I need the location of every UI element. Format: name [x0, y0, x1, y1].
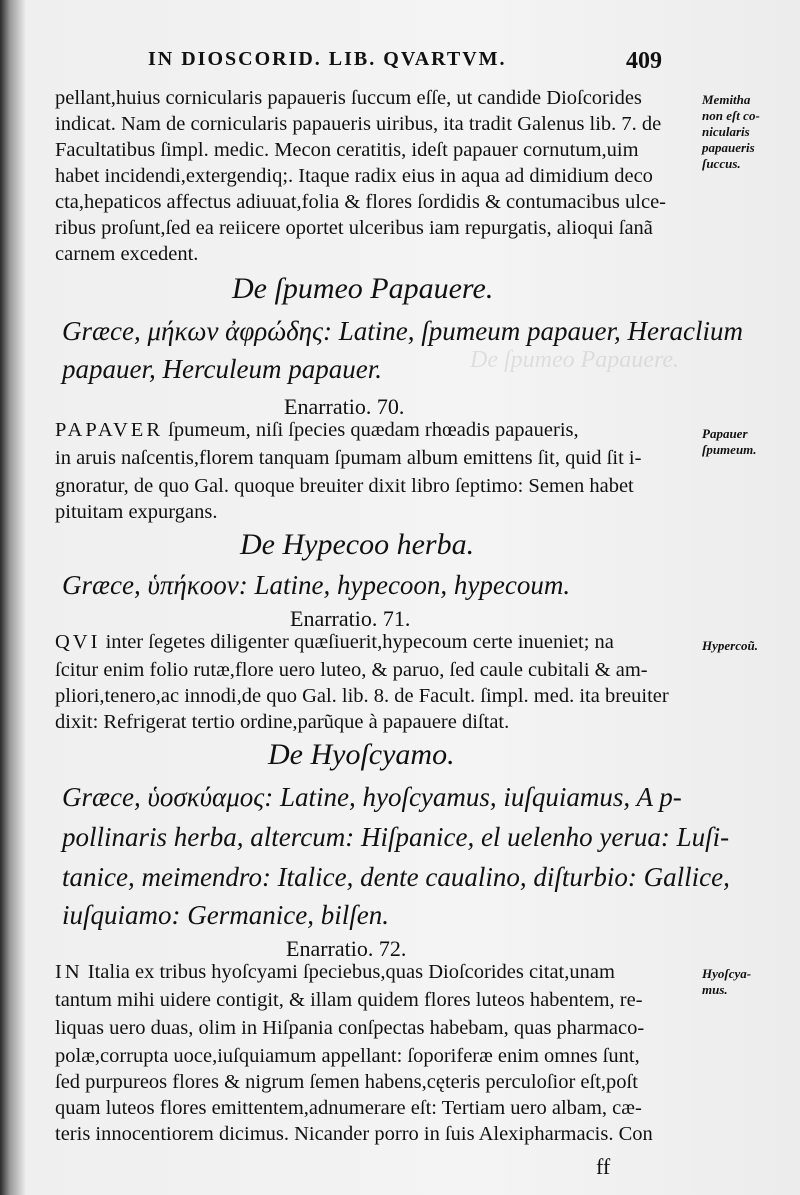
- names-line: tanice, meimendro: Italice, dente caualino, diſturbio: Gallice,: [62, 862, 730, 892]
- margin-note-line: Papauer: [702, 426, 748, 441]
- names-line: Græce, ὑοσκύαμος: Latine, hyoſcyamus, iuſquiamus, A p-: [62, 782, 682, 812]
- text-line: cta,hepaticos affectus adiuuat,folia & flores ſordidis & contumacibus ulce-: [55, 191, 667, 213]
- section-heading: De Hyoſcyamo.: [268, 738, 455, 771]
- names-line: pollinaris herba, altercum: Hiſpanice, el uelenho yerua: Luſi-: [62, 822, 730, 852]
- text-line: pellant,huius cornicularis papaueris ſuccum eſſe, ut candide Dioſcorides: [55, 87, 642, 109]
- text-line: pliori,tenero,ac innodi,de quo Gal. lib. 8. de Facult. ſimpl. med. ita breuiter: [55, 685, 669, 707]
- initial-word: IN: [55, 961, 83, 983]
- page-number: 409: [626, 48, 662, 74]
- text-line: Facultatibus ſimpl. medic. Mecon ceratitis, ideſt papauer cornutum,uim: [55, 139, 639, 161]
- line-rest: inter ſegetes diligenter quæſiuerit,hypecoum certe inueniet; na: [100, 631, 614, 653]
- margin-note-line: Hyoſcya-: [702, 966, 752, 981]
- margin-note-line: nicularis: [702, 124, 750, 139]
- initial-word: QVI: [55, 631, 101, 653]
- section-heading: De Hypecoo herba.: [240, 528, 475, 561]
- text-line: tantum mihi uidere contigit, & illam quidem flores luteos habentem, re-: [55, 989, 643, 1011]
- line-rest: Italia ex tribus hyoſcyami ſpeciebus,quas Dioſcorides citat,unam: [82, 961, 615, 983]
- margin-note: [702, 426, 792, 458]
- initial-word: PAPAVER: [55, 419, 164, 441]
- names-line: iuſquiamo: Germanice, bilſen.: [62, 900, 389, 930]
- enarratio-heading: Enarratio. 72.: [286, 936, 407, 961]
- text-line: habet incidendi,extergendiq;. Itaque radix eius in aqua ad dimidium deco: [55, 165, 653, 187]
- section-heading: De ſpumeo Papauere.: [232, 272, 494, 305]
- margin-note-line: Hypercoũ.: [702, 638, 758, 653]
- margin-note-line: mus.: [702, 982, 728, 997]
- names-line: papauer, Herculeum papauer.: [62, 354, 382, 384]
- text-line: in aruis naſcentis,florem tanquam ſpumam album emittens ſit, quid ſit i-: [55, 447, 642, 469]
- text-line: liquas uero duas, olim in Hiſpania conſpectas habebam, quas pharmaco-: [55, 1017, 645, 1039]
- text-line: dixit: Refrigerat tertio ordine,parũque à papauere diſtat.: [55, 711, 510, 733]
- text-line: pituitam expurgans.: [55, 501, 218, 523]
- text-line: [55, 632, 614, 653]
- margin-note-line: ſpumeum.: [702, 442, 757, 457]
- line-rest: ſpumeum, niſi ſpecies quædam rhœadis papaueris,: [163, 419, 579, 441]
- text-line: [55, 962, 615, 983]
- names-line: Græce, ὑπήκοον: Latine, hypecoon, hypecoum.: [62, 570, 571, 600]
- text-line: [55, 420, 579, 441]
- margin-note-line: ſuccus.: [702, 156, 741, 171]
- text-line: polæ,corrupta uoce,iuſquiamum appellant: ſoporiferæ enim omnes ſunt,: [55, 1045, 640, 1067]
- margin-note: [702, 966, 792, 998]
- margin-note: [702, 92, 792, 172]
- margin-note-line: non eſt co-: [702, 108, 760, 123]
- enarratio-heading: Enarratio. 71.: [290, 606, 411, 631]
- running-header: IN DIOSCORID. LIB. QVARTVM.: [148, 48, 507, 70]
- names-line: Græce, μήκων ἀφρώδης: Latine, ſpumeum papauer, Heraclium: [62, 316, 743, 346]
- text-line: carnem excedent.: [55, 243, 199, 265]
- text-line: teris innocentiorem dicimus. Nicander porro in ſuis Alexipharmacis. Con: [55, 1123, 653, 1145]
- margin-note-line: Memitha: [702, 92, 751, 107]
- text-line: ribus proſunt,ſed ea reiicere oportet ulceribus iam repurgatis, alioqui ſanã: [55, 217, 653, 239]
- text-line: quam luteos flores emittentem,adnumerare eſt: Tertiam uero albam, cæ-: [55, 1097, 642, 1119]
- text-line: ſcitur enim folio rutæ,flore uero luteo, & paruo, ſed caule cubitali & am-: [55, 659, 648, 681]
- enarratio-heading: Enarratio. 70.: [284, 394, 405, 419]
- text-line: indicat. Nam de cornicularis papaueris uiribus, ita tradit Galenus lib. 7. de: [55, 113, 662, 135]
- margin-note-line: papaueris: [702, 140, 755, 155]
- text-line: gnoratur, de quo Gal. quoque breuiter dixit libro ſeptimo: Semen habet: [55, 475, 634, 497]
- text-line: ſed purpureos flores & nigrum ſemen habens,cęteris perculoſior eſt,poſt: [55, 1071, 638, 1093]
- catchword: ff: [596, 1154, 611, 1179]
- show-through-fragment: De ſpumeo Papauere.: [470, 347, 680, 373]
- margin-note: [702, 638, 792, 654]
